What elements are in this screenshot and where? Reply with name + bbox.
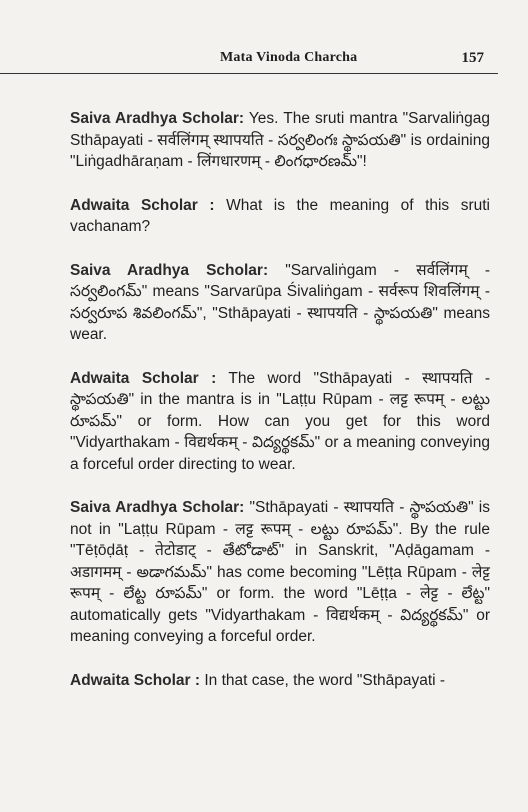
- dialogue-paragraph-4: [70, 368, 490, 476]
- page-header: [0, 50, 528, 70]
- speaker-label: Adwaita Scholar :: [70, 369, 217, 387]
- dialogue-paragraph-5: [70, 497, 490, 648]
- dialogue-paragraph-1: [70, 108, 490, 173]
- dialogue-paragraph-2: [70, 195, 490, 238]
- dialogue-body: [70, 108, 490, 713]
- speaker-label: Saiva Aradhya Scholar:: [70, 110, 245, 127]
- dialogue-paragraph-3: [70, 260, 490, 346]
- speech-text: Yes. The sruti mantra "Sarvaliṅgag Sthāpayati - सर्वलिंगम् स्थापयति - సర్వలింగః స్థాపయతి" is ordaining "Liṅgadhāraṇam - लिंगधारणम् - లింగధారణమ్"!: [70, 110, 490, 170]
- running-title: Mata Vinoda Charcha: [220, 50, 358, 65]
- speaker-label: Adwaita Scholar :: [70, 671, 201, 689]
- speaker-label: Saiva Aradhya Scholar:: [70, 499, 245, 516]
- speech-text: In that case, the word "Sthāpayati -: [204, 671, 446, 689]
- speech-text: "Sarvaliṅgam - सर्वलिंगम् - సర్వలింగమ్" means "Sarvarūpa Śivaliṅgam - सर्वरूप शिवलिंगम् - సర్వరూప శివలింగమ్", "Sthāpayati - स्थापयति - స్థాపయతి" means wear.: [70, 261, 490, 343]
- speech-text: What is the meaning of this sruti vachanam?: [70, 196, 491, 235]
- speech-text: "Sthāpayati - स्थापयति - స్థాపయతి" is not in "Laṭṭu Rūpam - लट्ट रूपम् - లట్టు రూపమ్". By the rule "Tēṭōḍāṭ - तेटोडाट् - తేటోడాట్" in Sanskrit, "Aḍāgamam - अडागमम् - అడాగమమ్" has come becoming "Lēṭṭa Rūpam - लेट्ट रूपम् - లేట్ట రూపమ్" or form. the word "Lēṭṭa - लेट्ट - లేట్ట" automatically gets "Vidyarthakam - विद्यर्थकम् - విద్యర్థకమ్" or meaning conveying a forceful order.: [70, 499, 490, 645]
- dialogue-paragraph-6: [70, 670, 490, 692]
- speaker-label: Adwaita Scholar :: [70, 196, 215, 214]
- header-rule: [0, 73, 498, 74]
- speaker-label: Saiva Aradhya Scholar:: [70, 261, 269, 279]
- page-number: 157: [461, 50, 484, 66]
- speech-text: The word "Sthāpayati - स्थापयति - స్థాపయతి" in the mantra is in "Laṭṭu Rūpam - लट्ट रूपम् - లట్టు రూపమ్" or form. How can you get for this word "Vidyarthakam - विद्यर्थकम् - విద్యర్థకమ్" or a meaning conveying a forceful order directing to wear.: [70, 369, 490, 473]
